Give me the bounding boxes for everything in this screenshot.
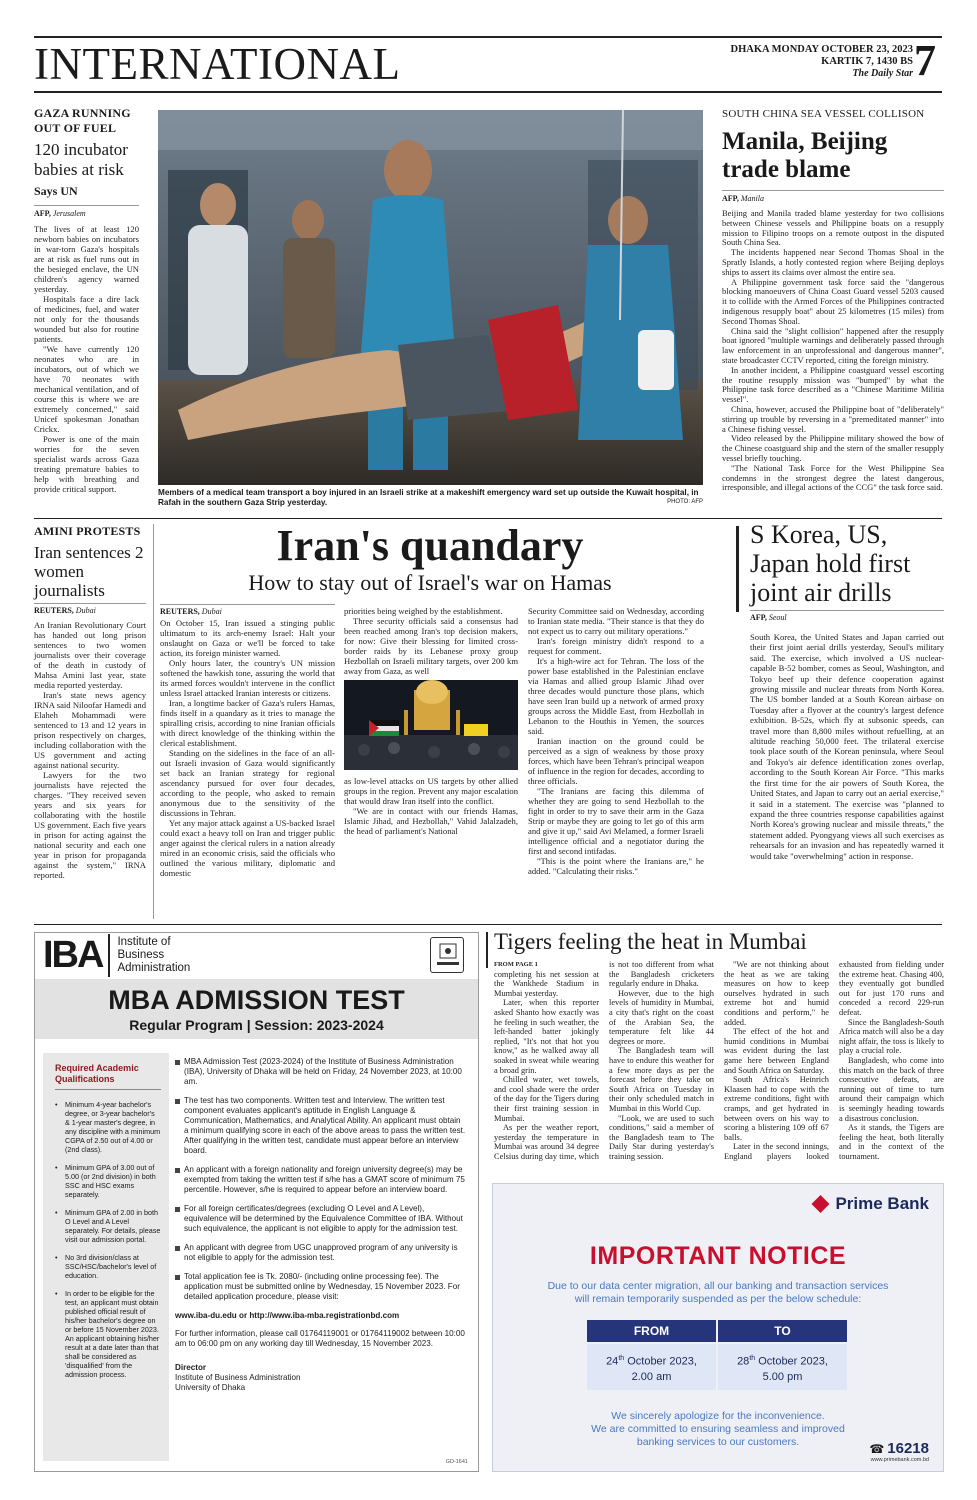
- mba-ad-header: [35, 933, 478, 977]
- iran-para: "The Iranians are facing this dilemma of whether they are going to send Hezbollah to the fight in order to try to save their arm in the Gaza Strip or maybe they are going to let go of this arm and give it up," said Avi Melamed, a former Israeli intelligence official and a negotiator during the first and second intifadas.: [528, 786, 704, 856]
- scs-headline: Manila, Beijing trade blame: [722, 128, 888, 183]
- scs-para: China said the "slight collision" happened after the resupply boat ignored "multiple warnings and deliberately passed through law enforcement in an unprofessional and dangerous manner", state broadcaster CCTV reported, citing the foreign ministry.: [722, 325, 944, 365]
- from-sup: th: [618, 1355, 625, 1362]
- amini-kicker: AMINI PROTESTS: [34, 524, 141, 538]
- tigers-para: "We are not thinking about the heat as we are taking measures on how to keep ourselves hydrated in such extreme hot and humid conditions and perform," he added.: [724, 960, 829, 1027]
- amini-para: An Iranian Revolutionary Court has handed out long prison sentences to two women journalists over their coverage of the death in custody of Mahsa Amini last year, state media reported yesterday.: [34, 620, 146, 690]
- tigers-para: "Look, we are used to such conditions," said a member of the Bangladesh team to The Daily Star during yesterday's training session.: [609, 1113, 714, 1161]
- iran-headline: Iran's quandary: [276, 521, 584, 570]
- tigers-from-page: FROM PAGE 1: [494, 961, 538, 968]
- tigers-headline: Tigers feeling the heat in Mumbai: [494, 929, 807, 954]
- requirement-item: • Minimum GPA of 2.00 in both O Level and A Level separately. For details, please visit our admission portal.: [55, 1208, 161, 1244]
- skorea-dateline: Seoul: [768, 613, 787, 622]
- gaza-para: Hospitals face a dire lack of medicines, fuel, and water not only for the thousands wounded but also for routine patients.: [34, 294, 139, 344]
- iran-col2-top: [344, 606, 518, 676]
- to-time: 5.00 pm: [762, 1370, 803, 1383]
- from-label: FROM: [633, 1324, 670, 1338]
- tigers-para: Chilled water, wet towels, and cool shade were the order of the day for the Tigers during their first training session in Mumbai.: [494, 1075, 599, 1123]
- scs-kicker: SOUTH CHINA SEA VESSEL COLLISON: [722, 108, 925, 120]
- gaza-para: Power is one of the main worries for the seven specialist wards across Gaza treating premature babies to help with breathing and provide critical support.: [34, 434, 139, 494]
- tigers-para: Since the Bangladesh-South Africa match will also be a day night affair, the toss is likely to play a crucial role.: [839, 1017, 944, 1056]
- notice-desc: Due to our data center migration, all our banking and transaction services: [547, 1280, 889, 1292]
- mba-items: [175, 1057, 467, 1393]
- from-time: 2.00 am: [631, 1370, 672, 1383]
- amini-story: [34, 524, 146, 880]
- prime-bank-brand: Prime Bank: [835, 1194, 929, 1213]
- to-rest: October 2023,: [755, 1355, 828, 1368]
- university-crest-icon: [430, 937, 464, 973]
- skorea-headline: S Korea, US, Japan hold first joint air drills: [750, 520, 911, 607]
- scs-para: Beijing and Manila traded blame yesterday for two collisions between Chinese vessels and Philippine boats on a resupply mission to Filipino troops on a remote outpost in the disputed South China Sea.: [722, 208, 944, 248]
- tigers-para: The Bangladesh team will have to endure this weather for a few more days as per the forecast before they take on South Africa on Tuesday in their only scheduled match in Mumbai in this World Cup.: [609, 1046, 714, 1113]
- iran-para: Iran, a longtime backer of Gaza's rulers Hamas, finds itself in a quandary as it tries to manage the spiralling crisis, according to nine Iranian officials with direct knowledge of the thinking within the clerical establishment.: [160, 698, 335, 748]
- gaza-para: "We have currently 120 neonates who are in incubators, out of which we have 70 neonates with mechanical ventilation, and of course this is where we are extremely concerned," said Unicef spokesman Jonathan Crickx.: [34, 344, 139, 434]
- amini-body: [34, 620, 146, 880]
- hospital-photo-illustration: [158, 110, 703, 485]
- apology-line: We are committed to ensuring seamless and improved: [591, 1423, 845, 1435]
- scs-para: A Philippine government task force said the "dangerous blocking manoeuvers of China Coast Guard vessel 5203 caused it to collide with the Armed Forces of the Philippines contracted indigenous resupply boat" about 25 kilometres (15 miles) from Second Thomas Shoal.: [722, 276, 944, 326]
- scs-byline: AFP,: [722, 194, 739, 203]
- skorea-story: [750, 520, 944, 622]
- mba-item: Total application fee is Tk. 2080/- (including online processing fee). The application must be submitted online by Wednesday, 15 November 2023. For detailed application procedure, please visit:: [175, 1272, 467, 1302]
- iba-name-1: Institute of: [117, 935, 171, 948]
- apology-line: banking services to our customers.: [636, 1436, 800, 1448]
- mba-item: An applicant with a foreign nationality and foreign university degree(s) may be exempted from taking the written test if s/he has a GMAT score of minimum 75 percentile. However, s/he is required to appear before an interview board.: [175, 1165, 467, 1195]
- gaza-kicker-1: GAZA RUNNING: [34, 106, 131, 120]
- mba-subtitle: Regular Program | Session: 2023-2024: [129, 1017, 384, 1033]
- section-title: INTERNATIONAL: [34, 39, 401, 89]
- tigers-para: Later, when this reporter asked Shanto how exactly was he feeling in such weather, the left-handed batter jokingly replied, "It's not that hot you know," as he walked away all soaked in sweat while wearing a broad grin.: [494, 998, 599, 1075]
- requirement-item: • In order to be eligible for the test, an applicant must obtain published official result of his/her bachelor's degree on or before 15 November 2023. An applicant obtaining his/her result at a date later than that shall be considered as 'disqualified' from the admission process.: [55, 1289, 161, 1379]
- paper-name: The Daily Star: [852, 68, 913, 79]
- requirement-item: • No 3rd division/class at SSC/HSC/bachelor's level of education.: [55, 1253, 161, 1280]
- mba-contact: For further information, please call 01764119001 or 01764119002 between 10:00 am to 06:00 pm on any working day till Wednesday, 15 November 2023.: [175, 1329, 465, 1348]
- amini-para: Iran's state news agency IRNA said Niloofar Hamedi and Elaheh Mohammadi were sentenced to 13 and 12 years in prison respectively on charges, including collaboration with the US government and acting against national security.: [34, 690, 146, 770]
- amini-para: Lawyers for the two journalists have rejected the charges. "They received seven years and six years for collaborating with the hostile US government. Each five years in prison for acting against the national security and each one year in prison for propaganda against the system," IRNA reported.: [34, 770, 146, 880]
- tigers-para: Bangladesh, who come into this match on the back of three consecutive defeats, are running out of time to turn around their campaign which is seemingly heading towards a disastrous conclusion.: [839, 1055, 944, 1123]
- iran-para: priorities being weighed by the establishment.: [344, 606, 503, 616]
- photo-caption-block: [158, 488, 703, 508]
- mba-links[interactable]: www.iba-du.edu or http://www.iba-mba.registrationbd.com: [175, 1311, 400, 1320]
- scs-para: The incidents happened near Second Thomas Shoal in the Spratly Islands, a hotly contested region where Beijing deploys ships to assert its claims over almost the entire sea.: [722, 247, 944, 277]
- tigers-para: South Africa's Heinrich Klaasen had to cope with the extreme conditions, fight with cramps, and get hydrated in between overs on his way to scoring a blistering 109 off 67 balls.: [724, 1075, 829, 1142]
- iran-para: Security Committee said on Wednesday, according to Iranian state media. "Their stance is that they do not expect us to carry out military operations.": [528, 606, 704, 636]
- schedule-table: [587, 1320, 847, 1390]
- top-rule: [34, 36, 942, 38]
- mba-item: MBA Admission Test (2023-2024) of the Institute of Business Administration (IBA), University of Dhaka will be held on Friday, 24 November 2023, at 10:00 am.: [175, 1057, 467, 1087]
- requirement-item: • Minimum GPA of 3.00 out of 5.00 (or 2nd division) in both SSC and HSC exams separately.: [55, 1163, 161, 1199]
- req-title-2: Qualifications: [55, 1074, 115, 1084]
- director-line: University of Dhaka: [175, 1383, 246, 1392]
- scs-para: "The National Task Force for the West Philippine Sea condemns in the strongest degree the latest dangerous, irresponsible, and illegal actions of the CCG" the task force said.: [722, 462, 944, 493]
- tigers-accent-bar: [486, 932, 488, 968]
- iran-para: "We are in contact with our friends Hamas, Islamic Jihad, and Hezbollah," Vahid Jalalzadeh, the head of parliament's National: [344, 806, 518, 836]
- tigers-para: As per the weather report, yesterday the temperature in Mumbai was around 34 degree Celsius during day time, which is not too different from what the Bangladesh cricketers regularly endure in Dhaka.: [494, 960, 714, 1161]
- to-day: 28: [737, 1355, 750, 1368]
- prime-bank-logo-icon: [811, 1195, 829, 1213]
- prime-bank-ad: [492, 1183, 944, 1472]
- iba-name-3: Administration: [117, 961, 191, 974]
- page-number: 7: [914, 36, 936, 85]
- scs-story: [722, 108, 944, 493]
- iran-byline: REUTERS,: [160, 607, 200, 616]
- iran-para: Iranian inaction on the ground could be perceived as a sign of weakness by those proxy forces, which have been Tehran's principal weapon of influence in the region for decades, according to three officials.: [528, 736, 704, 786]
- iran-para: as low-level attacks on US targets by other allied groups in the region. Prevent any major escalation that would draw Iran itself into the conflict.: [344, 776, 518, 806]
- photo-caption: Members of a medical team transport a boy injured in an Israeli strike at a makeshift emergency ward set up outside the Kuwait hospital, in Rafah in the southern Gaza Strip yesterday.: [158, 488, 699, 507]
- scs-para: In another incident, a Philippine coastguard vessel escorting the routine resupply mission was "bumped" by what the Philippine task force described as a "Chinese Maritime Militia vessel".: [722, 364, 944, 405]
- scs-dateline: Manila: [740, 194, 764, 203]
- apology-line: We sincerely apologize for the inconvenience.: [611, 1410, 825, 1422]
- mba-ad: [34, 932, 479, 1472]
- protest-photo-illustration: [344, 680, 518, 770]
- skorea-para: South Korea, the United States and Japan carried out their first joint aerial drills yesterday, Seoul's military said. The exercise, which involved a US nuclear-capable B-52 bomber, comes as Seoul, Washington, and Tokyo beef up their defence cooperation against growing missile and nuclear threats from North Korea. The US bomber landed at a South Korean airbase on Tuesday after a flyover at the country's largest defence exhibition. B-52s, which fly at subsonic speeds, can travel more than 8,800 miles without refuelling, at an altitude reaching 50,000 feet. The trilateral exercise took place south of the Korean peninsula, where Seoul and Tokyo's air defence identification zones overlap, according to the South Korean Air Force. "This marks the first time for the air powers of South Korea, the United States, and Japan to carry out an aerial exercise," it said in a statement. The exercise was "planned to expand the three countries response capabilities against North Korea's growing nuclear and missile threats," the statement added. Pyongyang views all such exercises as rehearsals for an invasion and has repeatedly warned it would take "overwhelming" action in response.: [750, 632, 944, 861]
- mba-item: The test has two components. Written test and Interview. The written test component evaluates applicant's aptitude in English Language & Communication, Mathematics, and Analytical Ability. An applicant must obtain a minimum qualifying score in each of the above areas to pass the written test. After qualifying in the written test, candidate must appear before an interview board.: [175, 1096, 467, 1156]
- tigers-para: completing his net session at the Wankhede Stadium in Mumbai yesterday.: [494, 969, 599, 998]
- phone-icon: ☎: [869, 1441, 885, 1456]
- ad-code: GD-1641: [445, 1459, 468, 1465]
- skorea-byline: AFP,: [750, 613, 767, 622]
- from-day: 24: [606, 1355, 619, 1368]
- mba-item: An applicant with degree from UGC unapproved program of any university is not eligible to apply for the admission test.: [175, 1243, 467, 1263]
- amini-headline: Iran sentences 2 women journalists: [34, 543, 144, 600]
- gaza-kicker-2: OUT OF FUEL: [34, 121, 117, 135]
- hotline-number: 16218: [887, 1440, 929, 1457]
- iran-para: On October 15, Iran issued a stinging public ultimatum to its arch-enemy Israel: Halt your onslaught on Gaza or we'll be forced to take action, its foreign minister warned.: [160, 618, 335, 658]
- gaza-subhead: Says UN: [34, 184, 78, 198]
- requirement-item: • Minimum 4-year bachelor's degree, or 3-year bachelor's & 1-year master's degree, in any discipline with a minimum CGPA of 2.50 out of 4.00 or (2nd class).: [55, 1100, 161, 1154]
- tigers-para: The effect of the hot and humid conditions in Mumbai was evident during the last game here between England and South Africa on Saturday.: [724, 1027, 829, 1075]
- scs-para: Video released by the Philippine military showed the bow of the Chinese coastguard ship and the stern of the smaller resupply vessel briefly touching.: [722, 433, 944, 463]
- tigers-para: Later in the second innings, England players looked exhausted from fielding under the extreme heat. Chasing 400, they eventually got bundled out for just 170 runs and conceded a record 229-run defeat.: [724, 960, 944, 1161]
- iran-para: Standing on the sidelines in the face of an all-out Israeli invasion of Gaza would significantly set back an Iranian strategy for regional ascendancy pursued for over four decades, according to the people, who asked to remain anonymous due to the sensitivity of the discussions in Tehran.: [160, 748, 335, 818]
- iran-para: Yet any major attack against a US-backed Israel could exact a heavy toll on Iran and trigger public anger against the clerical rulers in a nation already mired in an economic crisis, said the officials who outlined the various military, diplomatic and domestic: [160, 818, 335, 878]
- iran-para: Three security officials said a consensus had been reached among Iran's top decision makers, for now: Give their blessing for limited cross-border raids by its Lebanese proxy group Hezbollah on Israeli military targets, over 200 km away from Gaza, as well: [344, 616, 518, 676]
- date-line: DHAKA MONDAY OCTOBER 23, 2023: [730, 44, 913, 55]
- from-date: [587, 1351, 716, 1370]
- skorea-body: [750, 632, 944, 861]
- iran-dateline: Dubai: [201, 607, 222, 616]
- amini-byline: REUTERS,: [34, 606, 74, 615]
- requirements-box: [43, 1053, 169, 1461]
- column-divider: [153, 524, 154, 919]
- scs-para: China, however, accused the Philippine boat of "deliberately" stirring up trouble by reversing in a "premeditated manner" into a Chinese fishing vessel.: [722, 403, 944, 434]
- gaza-para: The lives of at least 120 newborn babies on incubators in war-torn Gaza's hospitals are at risk as fuel runs out in the besieged enclave, the UN children's agency warned yesterday.: [34, 224, 139, 294]
- from-rest: October 2023,: [624, 1355, 697, 1368]
- iran-para: It's a high-wire act for Tehran. The loss of the power base established in the Palestinian enclave via Hamas and allied group Islamic Jihad over three decades would puncture those plans, which have seen Iran build up a network of armed proxy groups across the Middle East, from Hezbollah in Lebanon to the Houthis in Yemen, the sources said.: [528, 656, 704, 736]
- gaza-byline: AFP,: [34, 209, 51, 218]
- tigers-para: As it stands, the Tigers are feeling the heat, both literally and in the context of the tournament.: [839, 1123, 944, 1161]
- mba-item: For all foreign certificates/degrees (excluding O Level and A Level), equivalence will be determined by the Equivalence Committee of IBA. Without such equivalence, the applicant is not eligible to apply for the admission test.: [175, 1204, 467, 1234]
- amini-dateline: Dubai: [75, 606, 96, 615]
- mba-title-band: [35, 979, 478, 1039]
- iran-para: "This is the point where the Iranians are," he added. "Calculating their risks.": [528, 856, 704, 876]
- iran-col3: [528, 606, 704, 876]
- req-title-1: Required Academic: [55, 1063, 139, 1073]
- gaza-headline: 120 incubator babies at risk: [34, 140, 128, 179]
- mba-title: MBA ADMISSION TEST: [108, 985, 405, 1015]
- gaza-story: [34, 106, 139, 494]
- iba-name-2: Business: [117, 948, 165, 961]
- director-line: Institute of Business Administration: [175, 1373, 301, 1382]
- scs-body: [722, 209, 944, 493]
- iba-logo: IBA: [43, 934, 110, 977]
- hospital-photo: [158, 110, 703, 485]
- row-rule: [34, 518, 942, 519]
- iran-byline-block: [160, 604, 335, 616]
- to-label: TO: [774, 1324, 791, 1338]
- gaza-dateline: Jerusalem: [52, 209, 86, 218]
- notice-title: IMPORTANT NOTICE: [589, 1242, 847, 1270]
- prime-website[interactable]: www.primebank.com.bd: [870, 1457, 929, 1463]
- tigers-para: However, due to the high levels of humidity in Mumbai, a city that's right on the coast of the Arabian Sea, the temperature felt like 44 degrees or more.: [609, 988, 714, 1046]
- gaza-body: [34, 224, 139, 494]
- to-date: [718, 1351, 847, 1370]
- tigers-body: [494, 960, 944, 1168]
- protest-photo: [344, 680, 518, 770]
- requirements-list: [55, 1100, 161, 1379]
- iran-col2-bottom: [344, 776, 518, 836]
- iran-para: Iran's foreign ministry didn't respond to a request for comment.: [528, 636, 704, 656]
- date-block: [700, 44, 913, 80]
- director-label: Director: [175, 1363, 207, 1372]
- masthead-rule: [34, 91, 942, 93]
- date-bn-line: KARTIK 7, 1430 BS: [821, 56, 913, 67]
- iran-subhead: How to stay out of Israel's war on Hamas: [248, 570, 612, 595]
- to-sup: th: [749, 1355, 756, 1362]
- row-rule: [34, 924, 942, 925]
- iran-col1: [160, 618, 335, 878]
- notice-desc: will remain temporarily suspended as per the below schedule:: [574, 1293, 862, 1305]
- iran-para: Only hours later, the country's UN mission softened the hawkish tone, assuring the world that its armed forces wouldn't intervene in the conflict unless Israel attacked Iranian interests or citizens.: [160, 658, 335, 698]
- skorea-accent-bar: [736, 526, 739, 612]
- photo-credit: PHOTO: AFP: [667, 499, 703, 505]
